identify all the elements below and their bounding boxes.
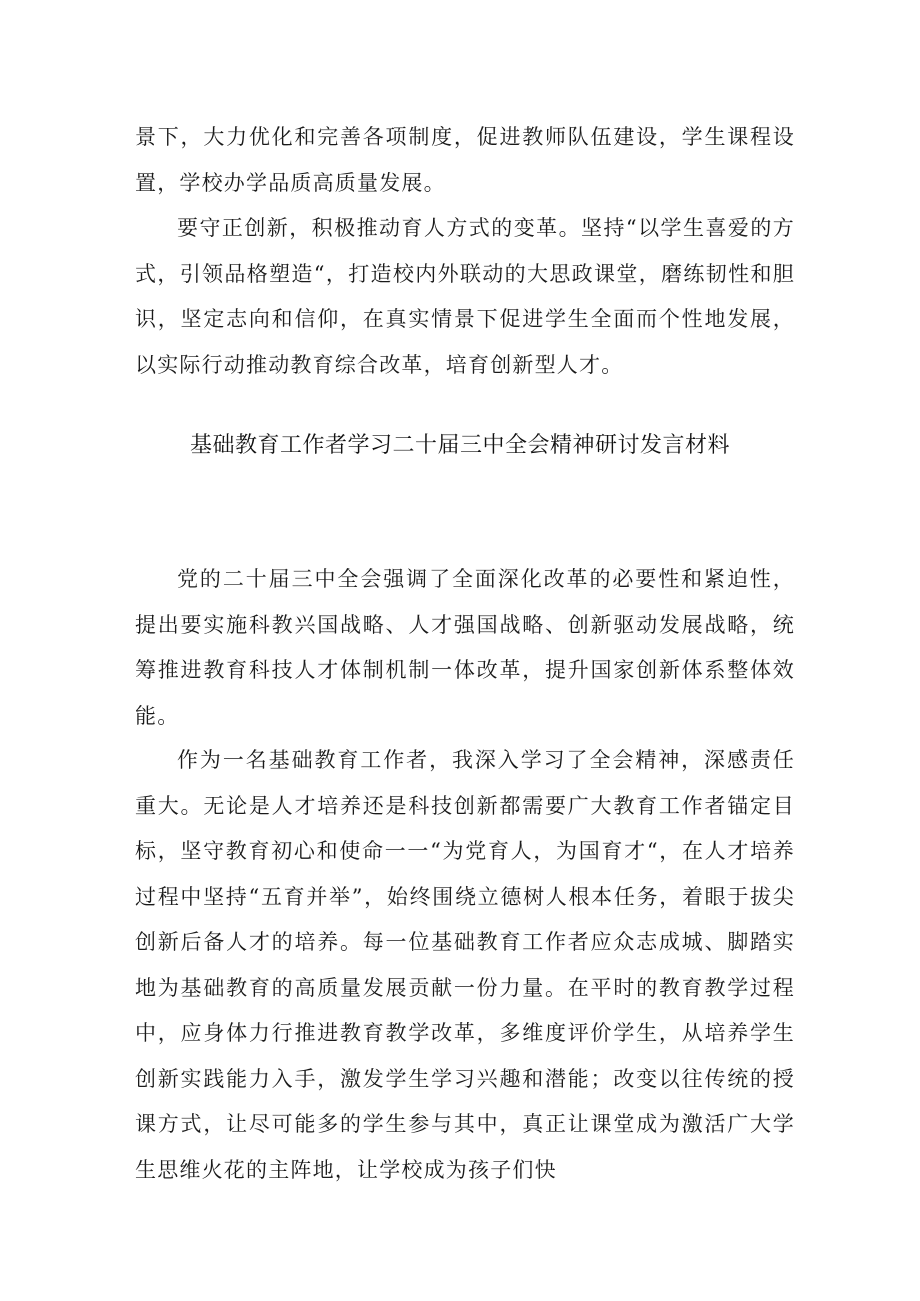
section-title: 基础教育工作者学习二十届三中全会精神研讨发言材料 — [189, 433, 730, 458]
paragraph-plenary-summary: 党的二十届三中全会强调了全面深化改革的必要性和紧迫性，提出要实施科教兴国战略、人才强国战略、创新驱动发展战略，统筹推进教育科技人才体制机制一体改革，提升国家创新体系整体效能。 — [135, 567, 795, 728]
paragraph-educator-reflection: 作为一名基础教育工作者，我深入学习了全会精神，深感责任重大。无论是人才培养还是科技创新都需要广大教育工作者锚定目标，坚守教育初心和使命一一“为党育人，为国育才“，在人才培养过程中坚持“五育并举”，始终围绕立德树人根本任务，着眼于拔尖创新后备人才的培养。每一位基础教育工作者应众志成城、脚踏实地为基础教育的高质量发展贡献一份力量。在平时的教育教学过程中，应身体力行推进教育教学改革，多维度评价学生，从培养学生创新实践能力入手，激发学生学习兴趣和潜能；改变以往传统的授课方式，让尽可能多的学生参与其中，真正让课堂成为激活广大学生思维火花的主阵地，让学校成为孩子们快 — [135, 748, 795, 1182]
paragraph-innovation: 要守正创新，积极推动育人方式的变革。坚持“以学生喜爱的方式，引领品格塑造“，打造校内外联动的大思政课堂，磨练韧性和胆识，坚定志向和信仰，在真实情景下促进学生全面而个性地发展，以实际行动推动教育综合改革，培育创新型人才。 — [135, 216, 795, 377]
paragraph-continued: 景下，大力优化和完善各项制度，促进教师队伍建设，学生课程设置，学校办学品质高质量发展。 — [135, 125, 795, 195]
